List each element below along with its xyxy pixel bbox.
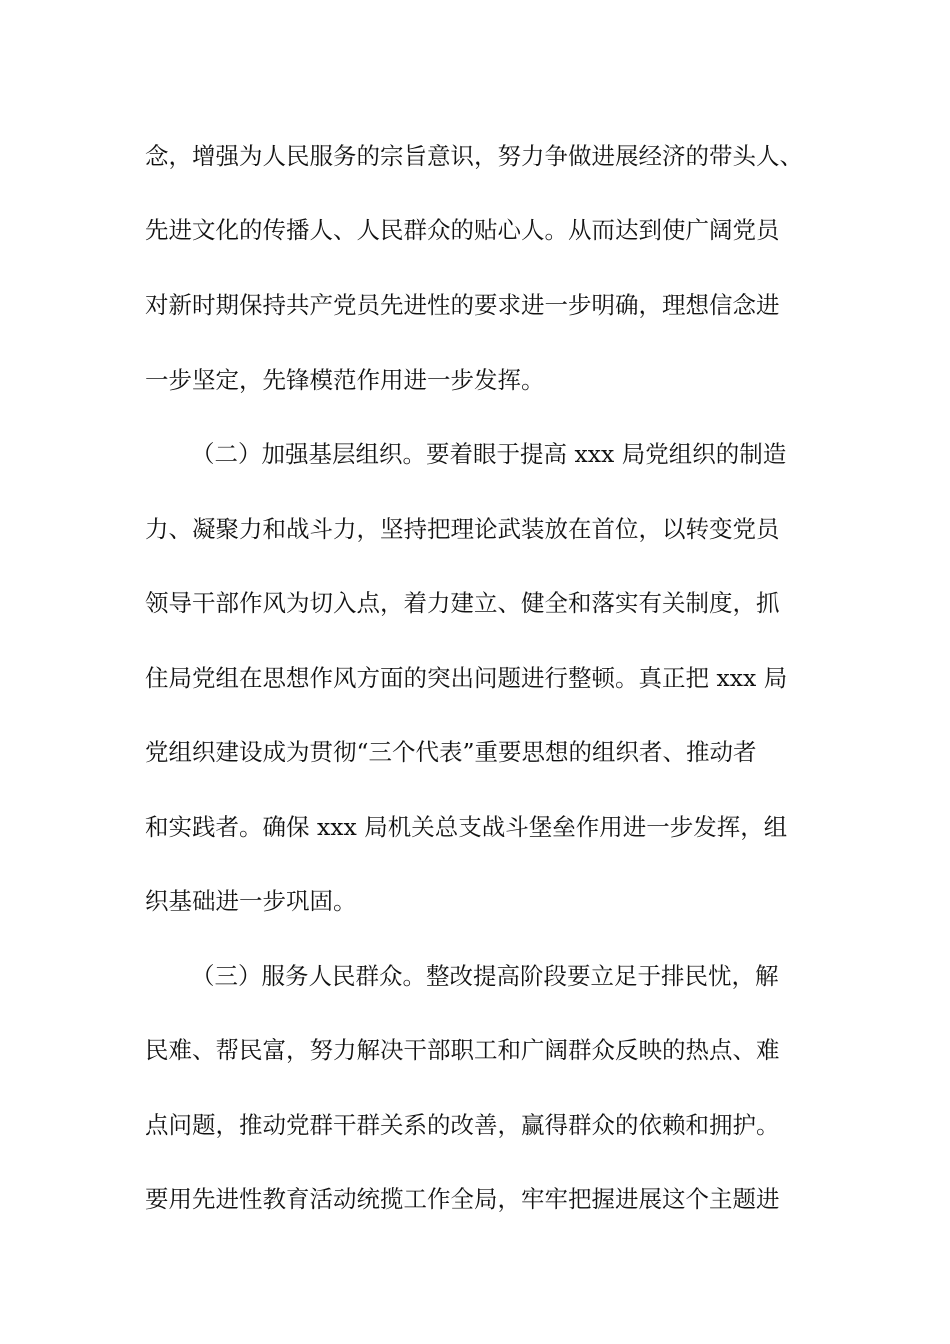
text-line: 民难、帮民富，努力解决干部职工和广阔群众反映的热点、难 <box>145 1036 780 1064</box>
text-line: 要用先进性教育活动统揽工作全局，牢牢把握进展这个主题进 <box>145 1185 780 1213</box>
text-line: 力、凝聚力和战斗力，坚持把理论武装放在首位，以转变党员 <box>145 515 780 543</box>
text-line: 住局党组在思想作风方面的突出问题进行整顿。真正把 xxx 局 <box>145 664 788 692</box>
text-line: 先进文化的传播人、人民群众的贴心人。从而达到使广阔党员 <box>145 216 780 244</box>
text-line: 一步坚定，先锋模范作用进一步发挥。 <box>145 366 545 394</box>
paragraph-start-line: （三）服务人民群众。整改提高阶段要立足于排民忧，解 <box>191 962 779 990</box>
paragraph-start-line: （二）加强基层组织。要着眼于提高 xxx 局党组织的制造 <box>191 440 787 468</box>
text-line: 念，增强为人民服务的宗旨意识，努力争做进展经济的带头人、 <box>145 142 803 170</box>
text-line: 党组织建设成为贯彻“三个代表”重要思想的组织者、推动者 <box>145 738 757 766</box>
text-line: 对新时期保持共产党员先进性的要求进一步明确，理想信念进 <box>145 291 780 319</box>
text-line: 和实践者。确保 xxx 局机关总支战斗堡垒作用进一步发挥，组 <box>145 813 788 841</box>
text-line: 点问题，推动党群干群关系的改善，赢得群众的依赖和拥护。 <box>145 1111 780 1139</box>
text-line: 织基础进一步巩固。 <box>145 887 357 915</box>
text-line: 领导干部作风为切入点，着力建立、健全和落实有关制度，抓 <box>145 589 780 617</box>
